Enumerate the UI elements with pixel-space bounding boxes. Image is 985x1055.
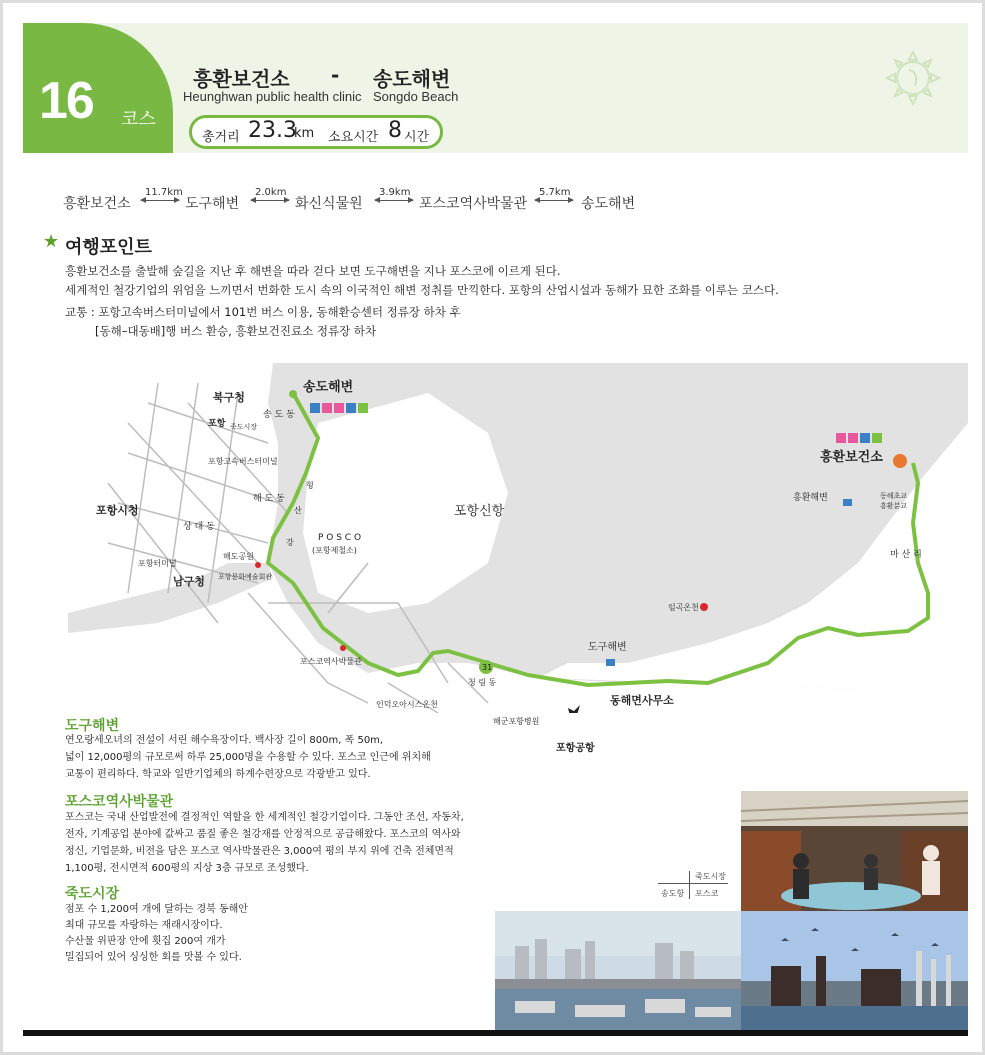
jukdo-market-photo (741, 791, 968, 911)
spa-icon (700, 603, 708, 611)
time-label: 소요시간 (328, 130, 379, 145)
label-river-2: 산 (294, 506, 302, 515)
route-distance: 5.7km (539, 187, 571, 198)
transport-line: 교통 : 포항고속버스터미널에서 101번 버스 이용, 동해환승센터 정류장 하차 후 (65, 305, 461, 319)
desc-line: 교통이 편리하다. 학교와 일반기업체의 하계수련장으로 각광받고 있다. (65, 769, 371, 780)
route-map (68, 363, 968, 713)
course-unit: 코스 (121, 109, 156, 130)
label-songdo-beach: 송도해변 (303, 380, 354, 395)
travel-points-title: 여행포인트 (65, 237, 152, 258)
legend-posco: 포스코 (695, 889, 719, 898)
posco-plant-photo (741, 911, 968, 1031)
course-number: 16 (39, 72, 93, 130)
route-distance: 2.0km (255, 187, 287, 198)
desc-title-posco: 포스코역사박물관 (65, 794, 174, 810)
double-arrow-icon (535, 200, 573, 201)
time-unit: 시간 (404, 130, 430, 145)
label-posco: P O S C O (318, 533, 362, 543)
label-pohang-airport: 포항공항 (556, 743, 595, 754)
route-distance: 3.9km (379, 187, 411, 198)
beach-icon (843, 499, 852, 506)
start-marker-icon (893, 454, 907, 468)
route-stop: 흥환보건소 (63, 196, 131, 212)
label-cheongnim-dong: 청 림 동 (468, 678, 497, 687)
end-title-en: Songdo Beach (373, 89, 459, 104)
legend-divider-v (689, 871, 690, 899)
label-heunghwan-clinic: 흥환보건소 (820, 450, 883, 465)
desc-line: 정신, 기업문화, 비전을 담은 포스코 역사박물관은 3,000여 평의 부지 위에 건축 전체면적 (65, 846, 454, 857)
desc-line: 포스코는 국내 산업발전에 결정적인 역할을 한 세계적인 철강기업이다. 그동안 조선, 자동차, (65, 812, 464, 823)
label-songdo-dong: 송 도 동 (263, 410, 295, 420)
star-icon: ★ (43, 231, 60, 252)
route-stop: 포스코역사박물관 (419, 196, 528, 212)
label-indeok-spa: 인덕오아시스온천 (376, 700, 438, 709)
distance-unit: km (294, 126, 315, 141)
desc-line: 넓이 12,000평의 규모로써 하루 25,000명을 수용할 수 있다. 포스코 인근에 위치해 (65, 752, 431, 763)
label-masan-ri: 마 산 리 (890, 550, 922, 560)
summary-pill (189, 115, 443, 149)
label-road-31: 31 (482, 663, 493, 672)
label-heunghwan-beach: 흥환해변 (793, 493, 828, 503)
label-river-1: 형 (306, 481, 314, 490)
label-arts-center: 포항문화예술회관 (218, 573, 273, 581)
desc-line: 연오랑세오녀의 전설이 서린 해수욕장이다. 백사장 길이 800m, 폭 50m, (65, 735, 384, 746)
route-stop: 화신식물원 (295, 196, 363, 212)
route-stop: 도구해변 (185, 196, 240, 212)
legend-divider-h (658, 883, 728, 884)
label-bukgucheong: 북구청 (213, 391, 245, 404)
label-posco-museum: 포스코역사박물관 (300, 657, 362, 666)
desc-line: 최대 규모를 자랑하는 재래시장이다. (65, 920, 223, 931)
desc-line: 1,100평, 전시면적 600평의 지상 3층 규모로 조성했다. (65, 863, 309, 874)
end-title: 송도해변 (373, 67, 451, 91)
double-arrow-icon (375, 200, 413, 201)
desc-title-jukdo: 죽도시장 (65, 886, 120, 902)
double-arrow-icon (251, 200, 289, 201)
label-heunghwan-branch: 흥환분교 (880, 502, 908, 510)
label-posco-sub: (포항제철소) (312, 546, 357, 555)
beach-icon (606, 659, 615, 666)
poi-marker (255, 562, 261, 568)
songdo-amenity-icons (310, 403, 368, 413)
legend-songdo: 송도항 (661, 889, 685, 898)
label-haedo-dong: 해 도 동 (253, 494, 285, 504)
bottom-bar (23, 1030, 968, 1036)
start-title: 흥환보건소 (193, 67, 290, 91)
sun-emblem-icon (883, 48, 943, 108)
label-donghae-office: 동해면사무소 (610, 694, 674, 707)
route-stop: 송도해변 (581, 196, 636, 212)
legend-jukdo: 죽도시장 (695, 872, 726, 881)
time-value: 8 (388, 118, 402, 143)
label-pohang-terminal: 포항터미널 (138, 559, 177, 568)
desc-line: 밀집되어 있어 싱싱한 회를 맛볼 수 있다. (65, 952, 242, 963)
label-bus-terminal: 포항고속버스터미널 (208, 457, 278, 466)
double-arrow-icon (141, 200, 179, 201)
label-dogu-beach: 도구해변 (588, 642, 627, 653)
label-new-port: 포항신항 (454, 504, 505, 519)
poi-marker (340, 645, 346, 651)
travel-point-line: 흥환보건소를 출발해 숲길을 지난 후 해변을 따라 걷다 보면 도구해변을 지나 포스코에 이르게 된다. (65, 264, 561, 278)
label-navy-hospital: 해군포항병원 (493, 717, 540, 726)
distance-label: 총거리 (202, 130, 240, 145)
label-pohang: 포항 (208, 419, 226, 429)
distance-value: 23.3 (248, 118, 297, 143)
desc-line: 전자, 기계공업 분야에 값싸고 품질 좋은 철강재를 안정적으로 공급해왔다. 포스코의 역사와 (65, 829, 461, 840)
label-jukdo-market: 죽도시장 (230, 423, 258, 431)
label-haedo-park: 해도공원 (223, 552, 254, 561)
desc-line: 점포 수 1,200여 개에 달하는 경북 동해안 (65, 904, 248, 915)
transport-line: [동해–대동배]행 버스 환승, 흥환보건진료소 정류장 하차 (95, 324, 377, 338)
label-donghae-school: 동해초교 (880, 492, 908, 500)
desc-title-dogu: 도구해변 (65, 718, 120, 734)
label-river-3: 강 (286, 538, 294, 547)
label-sangdae-dong: 상 대 동 (183, 522, 215, 532)
title-dash: - (331, 63, 340, 87)
start-title-en: Heunghwan public health clinic (183, 89, 362, 104)
route-distance: 11.7km (145, 187, 183, 198)
label-city-hall: 포항시청 (96, 504, 139, 517)
travel-point-line: 세계적인 철강기업의 위엄을 느끼면서 번화한 도시 속의 이국적인 해변 정취를 만끽한다. 포항의 산업시설과 동해가 묘한 조화를 이루는 코스다. (65, 283, 779, 297)
desc-line: 수산물 위판장 안에 횟집 200여 개가 (65, 936, 226, 947)
songdo-harbor-photo (495, 911, 741, 1031)
label-imgok-spa: 임곡온천 (668, 603, 699, 612)
end-marker (289, 390, 297, 398)
label-namgucheong: 남구청 (173, 575, 205, 588)
